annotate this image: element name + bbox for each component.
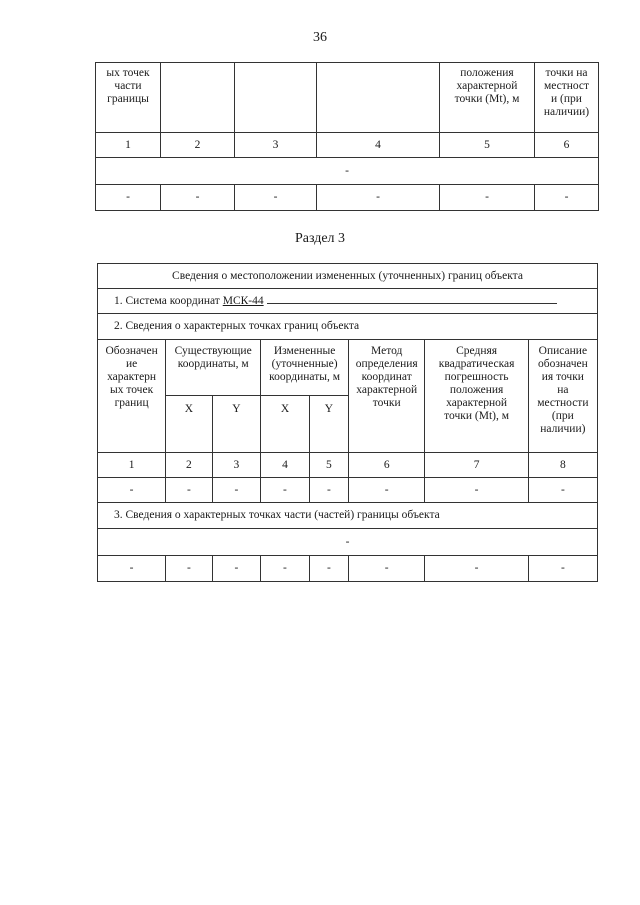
column-number: 5 [440,133,535,158]
empty-value: - [317,185,440,211]
column-number: 8 [528,453,597,478]
empty-value: - [212,556,261,582]
changed-coordinates-header: Измененные (уточненные) координаты, м [261,340,349,396]
method-header: Метод определения координат характерной точки [349,340,425,453]
empty-value: - [212,478,261,503]
section-title: Раздел 3 [294,231,346,246]
header-cell [235,63,317,133]
empty-value: - [309,478,348,503]
underline [267,302,557,304]
continuation-table [95,62,599,211]
empty-value: - [166,478,212,503]
designation-header: Обозначен ие характерн ых точек границ [98,340,166,453]
column-number: 7 [425,453,528,478]
table-title: Сведения о местоположении измененных (уточненных) границ объекта [98,264,598,289]
column-number: 3 [212,453,261,478]
empty-value: - [161,185,235,211]
x-header: X [166,396,212,453]
empty-value: - [349,556,425,582]
coordinate-system-value: МСК-44 [222,294,264,307]
column-number: 3 [235,133,317,158]
empty-value: - [261,556,310,582]
part-points-label: 3. Сведения о характерных точках части (частей) границы объекта [98,503,598,529]
column-number: 6 [535,133,599,158]
empty-value: - [261,478,310,503]
y-header: Y [212,396,261,453]
points-section-label: 2. Сведения о характерных точках границ объекта [98,314,598,340]
column-number: 5 [309,453,348,478]
empty-value: - [440,185,535,211]
page-number: 36 [313,30,327,45]
header-cell: положения характерной точки (Mt), м [440,63,535,133]
column-number: 1 [98,453,166,478]
header-cell [317,63,440,133]
coordinate-system-row [98,289,598,314]
description-header: Описание обозначен ия точки на местности (при наличии) [528,340,597,453]
empty-value: - [235,185,317,211]
empty-value: - [425,556,528,582]
y-header: Y [309,396,348,453]
x-header: X [261,396,310,453]
empty-value: - [166,556,212,582]
empty-value: - [96,185,161,211]
column-number: 4 [261,453,310,478]
header-cell: точки на местност и (при наличии) [535,63,599,133]
empty-value: - [349,478,425,503]
empty-value: - [309,556,348,582]
existing-coordinates-header: Существующие координаты, м [166,340,261,396]
empty-value: - [98,478,166,503]
header-cell: ых точек части границы [96,63,161,133]
coordinate-system-label: 1. Система координат [114,294,220,307]
empty-value: - [528,478,597,503]
merged-empty-row: - [96,158,599,185]
empty-value: - [528,556,597,582]
column-number: 1 [96,133,161,158]
empty-value: - [425,478,528,503]
column-number: 2 [166,453,212,478]
column-number: 6 [349,453,425,478]
error-header: Средняя квадратическая погрешность положения характерной точки (Mt), м [425,340,528,453]
column-number: 4 [317,133,440,158]
boundary-table [97,263,598,582]
empty-value: - [98,556,166,582]
column-number: 2 [161,133,235,158]
merged-empty-row: - [98,529,598,556]
header-cell [161,63,235,133]
empty-value: - [535,185,599,211]
